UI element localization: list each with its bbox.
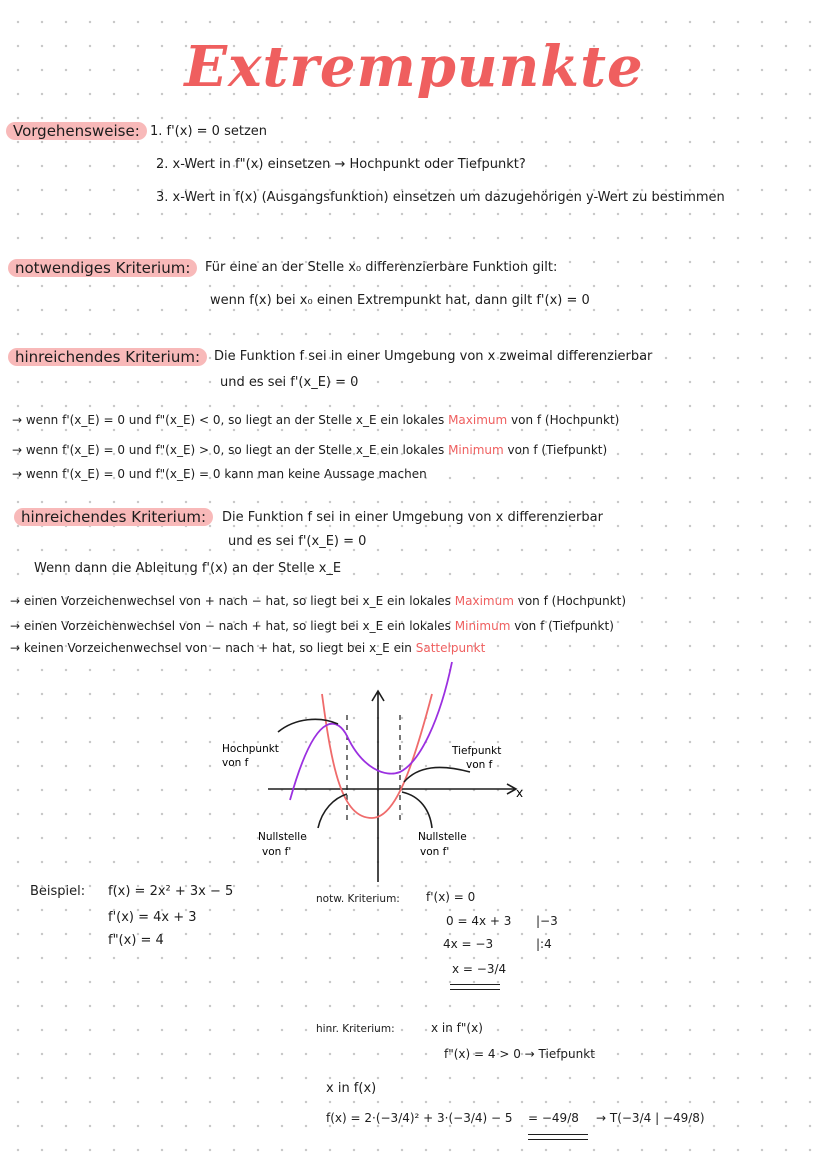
hinreichend2-line-1: Die Funktion f sei in einer Umgebung von x differenzierbar [222, 510, 603, 525]
beispiel-label: Beispiel: [30, 884, 86, 899]
hinreichend2-rule-1: → einen Vorzeichenwechsel von + nach − hat, so liegt bei x_E ein lokales Maximum von f (Hochpunkt) [10, 594, 627, 608]
vorgehen-step-3: 3. x-Wert in f(x) (Ausgangsfunktion) einsetzen um dazugehörigen y-Wert zu bestimmen [156, 190, 725, 205]
pointer-nullstelle-left [318, 794, 347, 828]
x-axis-label: x [516, 786, 524, 800]
beispiel-f: f(x) = 2x² + 3x − 5 [108, 884, 234, 899]
calc-result: = −49/8 [528, 1111, 579, 1125]
hinreichend2-rule-3: → keinen Vorzeichenwechsel von − nach + hat, so liegt bei x_E ein Sattelpunkt [10, 641, 486, 655]
hinr-result: f"(x) = 4 > 0 → Tiefpunkt [444, 1047, 595, 1061]
calc-underline-2 [528, 1139, 588, 1140]
notw-step-2-op: |:4 [536, 937, 552, 951]
calc-underline-1 [528, 1134, 588, 1135]
hinreichend2-line-3: Wenn dann die Ableitung f'(x) an der Stelle x_E [34, 561, 342, 576]
hinreichend1-rule-1: → wenn f'(x_E) = 0 und f"(x_E) < 0, so liegt an der Stelle x_E ein lokales Maximum von f (Hochpunkt) [12, 413, 620, 427]
calc-line: f(x) = 2·(−3/4)² + 3·(−3/4) − 5 [326, 1111, 513, 1125]
hinreichend1-label: hinreichendes Kriterium: [8, 347, 207, 366]
hinr-label: hinr. Kriterium: [316, 1023, 395, 1035]
hinreichend2-rule-2: → einen Vorzeichenwechsel von − nach + hat, so liegt bei x_E ein lokales Minimum von f (Tiefpunkt) [10, 619, 614, 633]
notwendig-line-1: Für eine an der Stelle x₀ differenzierbare Funktion gilt: [205, 260, 558, 275]
vorgehen-label: Vorgehensweise: [6, 121, 147, 140]
xin-label: x in f(x) [326, 1081, 377, 1096]
label-tiefpunkt: Tiefpunkt [452, 745, 502, 757]
notwendig-label: notwendiges Kriterium: [8, 258, 197, 277]
hinr-eq: x in f"(x) [431, 1021, 483, 1035]
hinreichend2-line-2: und es sei f'(x_E) = 0 [228, 534, 367, 549]
notw-step-3: x = −3/4 [452, 962, 507, 976]
label-nullstelle-left: Nullstelle [258, 831, 307, 843]
hinreichend1-line-1: Die Funktion f sei in einer Umgebung von x zweimal differenzierbar [214, 349, 653, 364]
label-tiefpunkt-2: von f [466, 759, 493, 771]
label-nullstelle-right-2: von f' [420, 846, 450, 858]
hinreichend1-rule-3: → wenn f'(x_E) = 0 und f"(x_E) = 0 kann man keine Aussage machen [12, 467, 427, 481]
beispiel-f1: f'(x) = 4x + 3 [108, 910, 197, 925]
pointer-tiefpunkt [404, 767, 470, 782]
notw-step-1-op: |−3 [536, 914, 558, 928]
vorgehen-step-2: 2. x-Wert in f"(x) einsetzen → Hochpunkt oder Tiefpunkt? [156, 157, 526, 172]
page-title: Extrempunkte [184, 34, 644, 100]
notw-eq: f'(x) = 0 [426, 890, 476, 904]
result-underline-1 [450, 984, 500, 985]
pointer-nullstelle-right [402, 792, 432, 828]
label-hochpunkt: Hochpunkt [222, 743, 279, 755]
function-curve [290, 662, 452, 800]
beispiel-f2: f"(x) = 4 [108, 933, 164, 948]
derivative-curve [322, 694, 432, 818]
hinreichend1-rule-2: → wenn f'(x_E) = 0 und f"(x_E) > 0, so liegt an der Stelle x_E ein lokales Minimum von f (Tiefpunkt) [12, 443, 608, 457]
label-hochpunkt-2: von f [222, 757, 249, 769]
result-underline-2 [450, 989, 500, 990]
label-nullstelle-left-2: von f' [262, 846, 292, 858]
notwendig-line-2: wenn f(x) bei x₀ einen Extrempunkt hat, dann gilt f'(x) = 0 [210, 293, 590, 308]
vorgehen-step-1: 1. f'(x) = 0 setzen [150, 124, 268, 139]
label-nullstelle-right: Nullstelle [418, 831, 467, 843]
notw-step-1: 0 = 4x + 3 [446, 914, 512, 928]
notw-label: notw. Kriterium: [316, 893, 400, 905]
tiefpunkt-result: → T(−3/4 | −49/8) [596, 1111, 705, 1125]
hinreichend2-label: hinreichendes Kriterium: [14, 507, 213, 526]
extrema-diagram [0, 660, 828, 890]
notw-step-2: 4x = −3 [443, 937, 494, 951]
pointer-hochpunkt [278, 719, 338, 732]
hinreichend1-line-2: und es sei f'(x_E) = 0 [220, 375, 359, 390]
